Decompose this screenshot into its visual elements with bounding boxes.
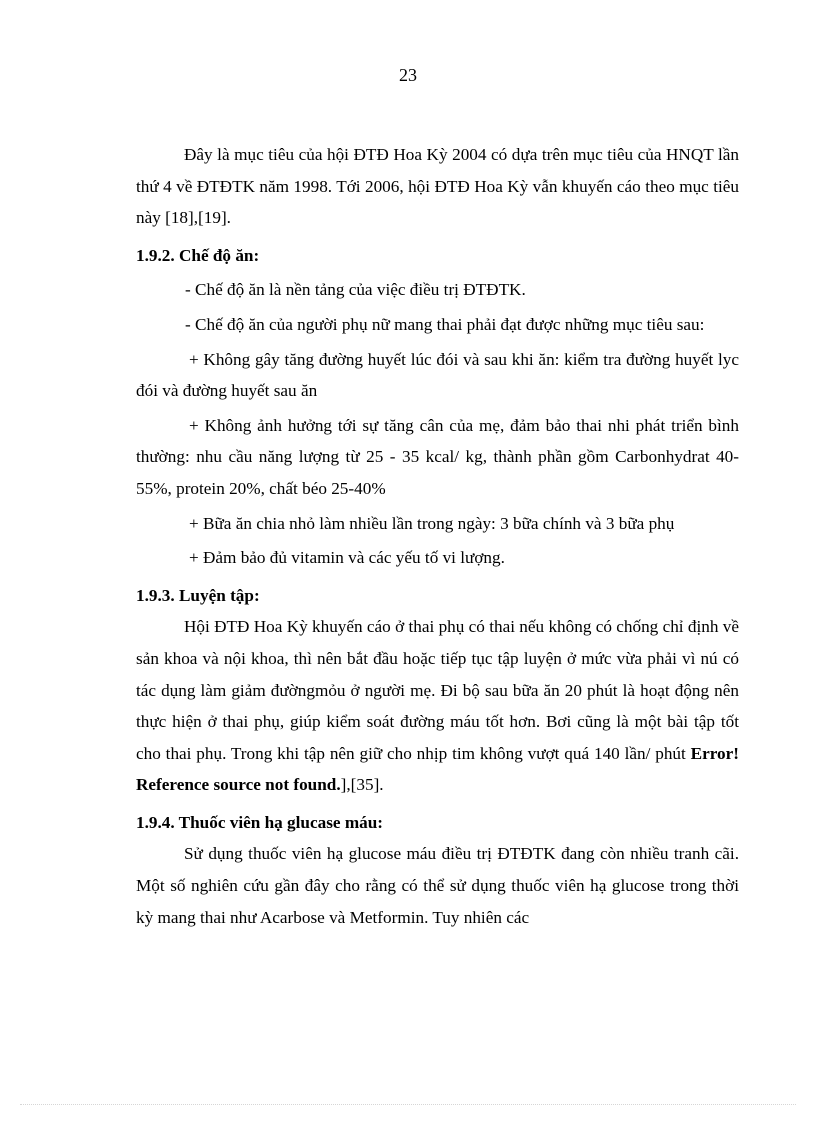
page-bottom-divider (20, 1104, 796, 1105)
diet-goal-weight: + Không ảnh hưởng tới sự tăng cân của mẹ, đảm bảo thai nhi phát triển bình thường: nhu cầu năng lượng từ 25 - 35 kcal/ kg, thành phần gồm Carbonhydrat 40-55%, protein 20%, chất béo 25-40% (136, 415, 739, 498)
diet-goal-vitamins: + Đảm bảo đủ vitamin và các yếu tố vi lượng. (189, 548, 505, 568)
reference-error: Error! Reference source not found. (136, 743, 739, 795)
paragraph-oral-drugs: Sử dụng thuốc viên hạ glucose máu điều trị ĐTĐTK đang còn nhiều tranh cãi. Một số nghiên cứu gần đây cho rằng có thể sử dụng thuốc viên hạ glucose trong thời kỳ mang thai như Acarbose và Metformin. Tuy nhiên các (136, 844, 739, 927)
heading-oral-drugs: 1.9.4. Thuốc viên hạ glucase máu: (136, 812, 384, 832)
heading-exercise: 1.9.3. Luyện tập: (136, 585, 260, 605)
paragraph-exercise (136, 611, 739, 801)
page-number: 23 (399, 65, 417, 85)
diet-item-foundation: - Chế độ ăn là nền tảng của việc điều trị ĐTĐTK. (185, 280, 526, 300)
heading-diet: 1.9.2. Chế độ ăn: (136, 245, 260, 265)
exercise-citation: ],[35]. (340, 775, 384, 795)
diet-item-goals: - Chế độ ăn của người phụ nữ mang thai phải đạt được những mục tiêu sau: (185, 314, 705, 334)
diet-goal-meals: + Bữa ăn chia nhỏ làm nhiều lần trong ngày: 3 bữa chính và 3 bữa phụ (189, 513, 675, 533)
exercise-text: Hội ĐTĐ Hoa Kỳ khuyến cáo ở thai phụ có thai nếu không có chống chỉ định về sản khoa và nội khoa, thì nên bắt đầu hoặc tiếp tục tập luyện ở mức vừa phải vì nú có tác dụng làm giảm đườngmỏu ở người mẹ. Đi bộ sau bữa ăn 20 phút là hoạt động nên thực hiện ở thai phụ, giúp kiểm soát đường máu tốt hơn. Bơi cũng là một bài tập tốt cho thai phụ. Trong khi tập nên giữ cho nhịp tim không vượt quá 140 lần/ phút (136, 617, 739, 763)
page-content (136, 139, 739, 933)
diet-goal-blood-sugar: + Không gây tăng đường huyết lúc đói và sau khi ăn: kiểm tra đường huyết lyc đói và đường huyết sau ăn (136, 349, 739, 401)
paragraph-intro: Đây là mục tiêu của hội ĐTĐ Hoa Kỳ 2004 có dựa trên mục tiêu của HNQT lần thứ 4 về ĐTĐTK năm 1998. Tới 2006, hội ĐTĐ Hoa Kỳ vẫn khuyến cáo theo mục tiêu này [18],[19]. (136, 145, 739, 228)
